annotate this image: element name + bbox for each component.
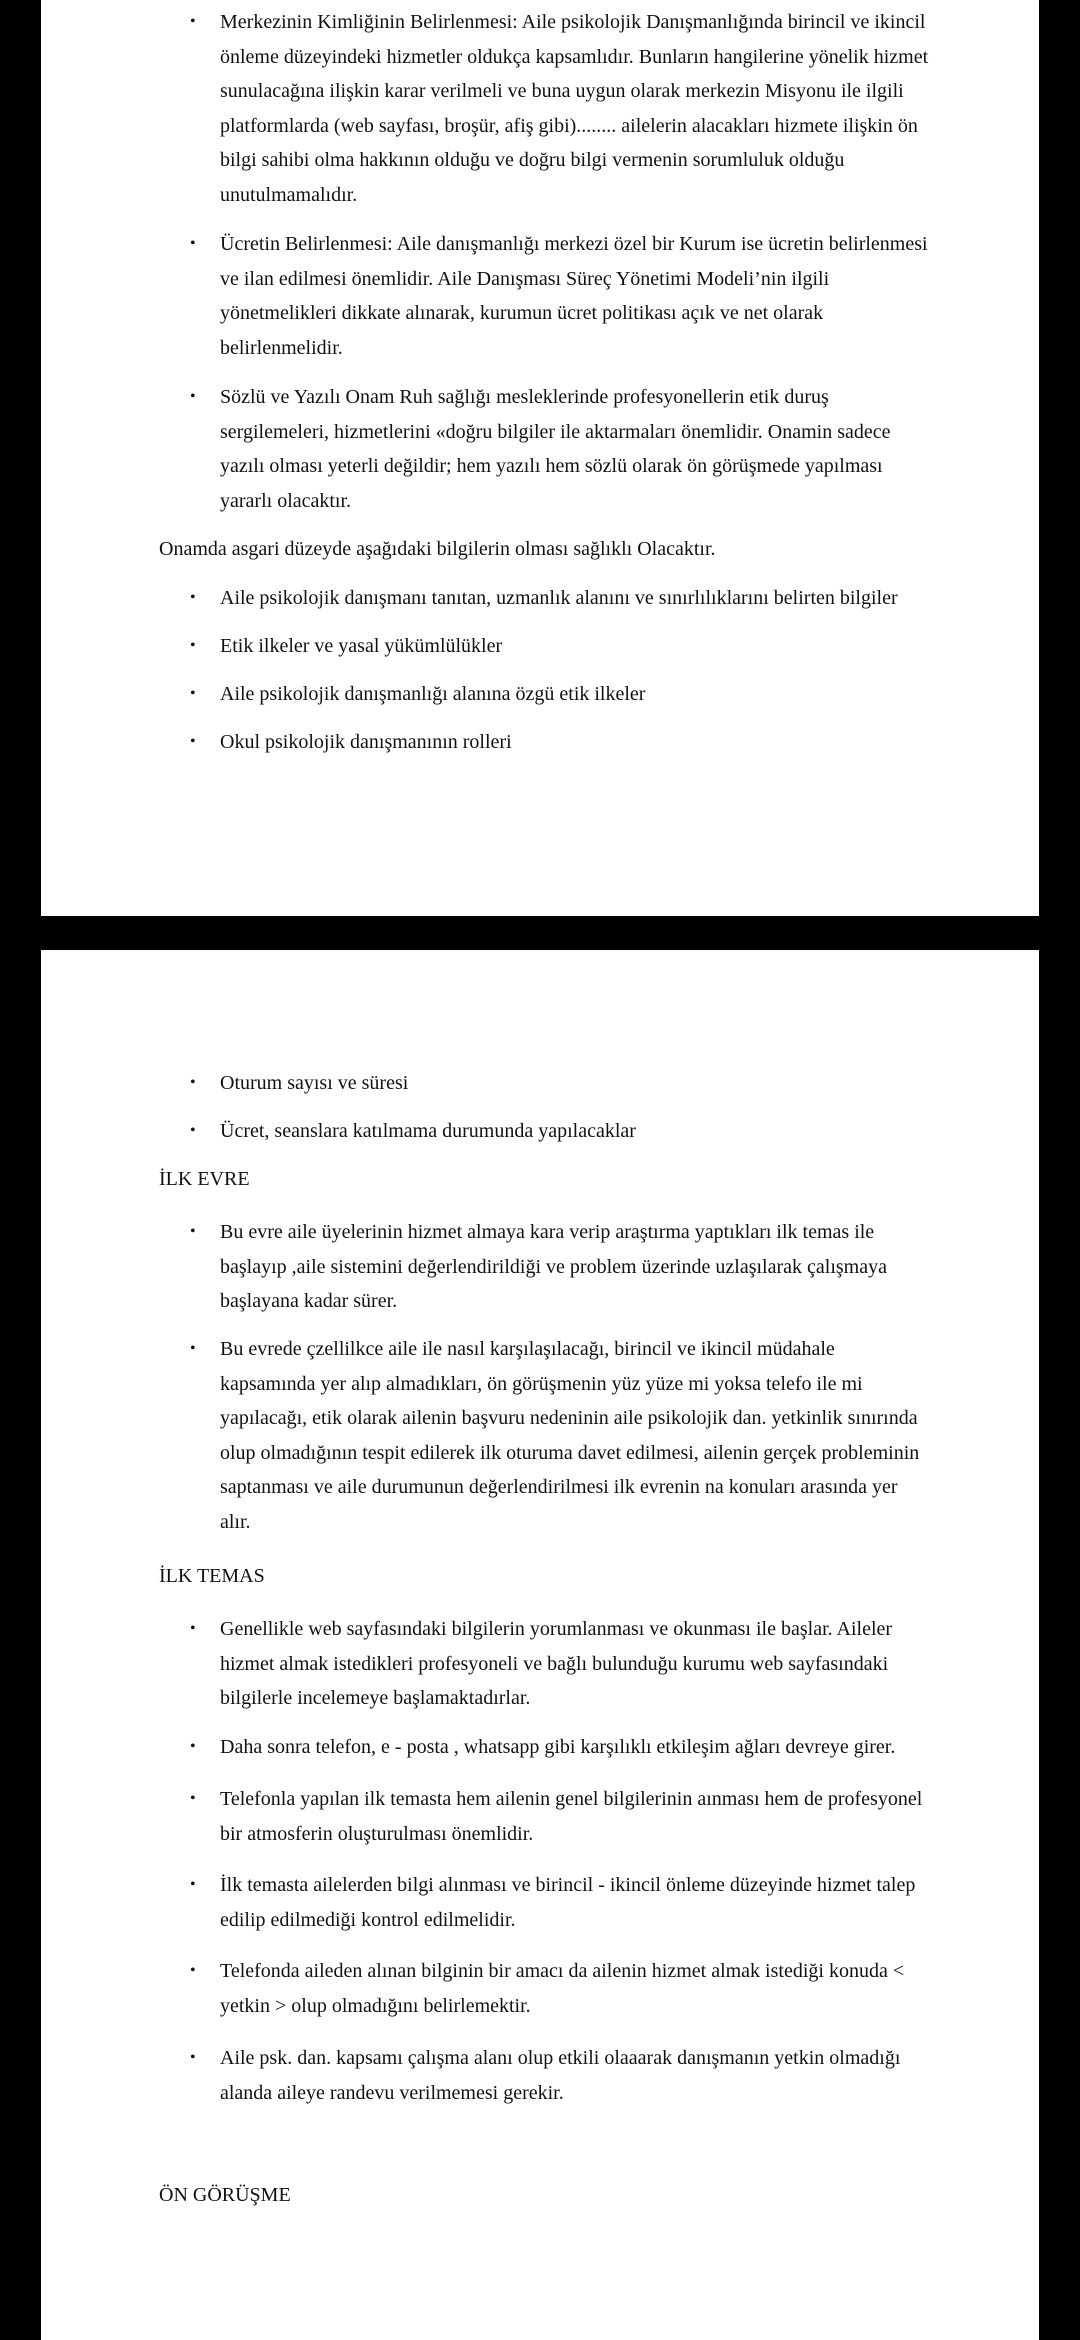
bullet-icon: • xyxy=(190,733,196,750)
list-item xyxy=(41,581,1039,616)
bullet-icon: • xyxy=(190,2049,196,2066)
list-item xyxy=(41,1612,1039,1716)
list-item xyxy=(41,1114,1039,1149)
list-item xyxy=(41,629,1039,664)
heading-ilk-evre: İLK EVRE xyxy=(159,1168,250,1190)
list-item-text: Merkezinin Kimliğinin Belirlenmesi: Aile psikolojik Danışmanlığında birincil ve ikincil önleme düzeyindeki hizmetler oldukça kapsamlıdır. Bunların hangilerine yönelik hizmet sunulacağına ilişkin karar verilmeli ve buna uygun olarak merkezin Misyonu ile ilgili platformlarda (web sayfası, broşür, afiş gibi)........ ailelerin alacakları hizmete ilişkin ön bilgi sahibi olma hakkının olduğu ve doğru bilgi vermenin sorumluluk olduğu unutulmamalıdır. xyxy=(220,11,929,206)
list-item xyxy=(41,5,1039,212)
bullet-icon: • xyxy=(190,13,196,30)
bullet-icon: • xyxy=(190,1223,196,1240)
bullet-icon: • xyxy=(190,1340,196,1357)
bullet-icon: • xyxy=(190,637,196,654)
bullet-list-page1-a xyxy=(41,5,1039,212)
bullet-list-ilk-temas-5 xyxy=(41,1954,1039,2023)
list-item xyxy=(41,725,1039,760)
list-item-text: Oturum sayısı ve süresi xyxy=(220,1072,409,1094)
list-item xyxy=(41,1782,1039,1851)
list-item-text: İlk temasta ailelerden bilgi alınması ve birincil - ikincil önleme düzeyinde hizmet talep edilip edilmediği kontrol edilmelidir. xyxy=(220,1874,916,1931)
bullet-icon: • xyxy=(190,1074,196,1091)
intro-paragraph: Onamda asgari düzeyde aşağıdaki bilgilerin olması sağlıklı Olacaktır. xyxy=(159,538,716,560)
bullet-list-page2-a xyxy=(41,1066,1039,1101)
bullet-list-ilk-temas-4 xyxy=(41,1868,1039,1937)
list-item xyxy=(41,1066,1039,1101)
bullet-icon: • xyxy=(190,685,196,702)
heading-on-gorusme: ÖN GÖRÜŞME xyxy=(159,2184,291,2206)
list-item xyxy=(41,1868,1039,1937)
bullet-icon: • xyxy=(190,1962,196,1979)
document-page-2 xyxy=(41,950,1039,2340)
list-item-text: Aile psikolojik danışmanı tanıtan, uzmanlık alanını ve sınırlılıklarını belirten bilgiler xyxy=(220,587,898,609)
list-item-text: Okul psikolojik danışmanının rolleri xyxy=(220,731,512,753)
list-item-text: Telefonla yapılan ilk temasta hem ailenin genel bilgilerinin aınması hem de profesyonel bir atmosferin oluşturulması önemlidir. xyxy=(220,1788,923,1845)
bullet-list-ilk-temas-3 xyxy=(41,1782,1039,1851)
list-item xyxy=(41,227,1039,365)
list-item xyxy=(41,380,1039,518)
bullet-icon: • xyxy=(190,1876,196,1893)
list-item-text: Genellikle web sayfasındaki bilgilerin yorumlanması ve okunması ile başlar. Aileler hizmet almak istedikleri profesyoneli ve bağlı bulunduğu kurumu web sayfasındaki bilgilerle incelemeye başlamaktadırlar. xyxy=(220,1618,893,1709)
bullet-list-page1-g xyxy=(41,725,1039,760)
bullet-icon: • xyxy=(190,1620,196,1637)
bullet-icon: • xyxy=(190,235,196,252)
bullet-list-page1-b xyxy=(41,227,1039,365)
list-item-text: Bu evre aile üyelerinin hizmet almaya kara verip araştırma yaptıkları ilk temas ile başlayıp ,aile sistemini değerlendirildiği ve problem üzerinde uzlaşılarak çalışmaya başlayana kadar sürer. xyxy=(220,1221,887,1312)
bullet-list-page1-c xyxy=(41,380,1039,518)
list-item-text: Telefonda aileden alınan bilginin bir amacı da ailenin hizmet almak istediği konuda < yetkin > olup olmadığını belirlemektir. xyxy=(220,1960,905,2017)
bullet-list-page1-d xyxy=(41,581,1039,616)
list-item xyxy=(41,1954,1039,2023)
document-page-1 xyxy=(41,0,1039,916)
bullet-icon: • xyxy=(190,1122,196,1139)
bullet-list-ilk-temas-6 xyxy=(41,2041,1039,2110)
bullet-list-ilk-evre-2 xyxy=(41,1332,1039,1539)
bullet-icon: • xyxy=(190,388,196,405)
list-item-text: Sözlü ve Yazılı Onam Ruh sağlığı mesleklerinde profesyonellerin etik duruş sergilemeleri, hizmetlerini «doğru bilgiler ile aktarmaları önemlidir. Onamin sadece yazılı olması yeterli değildir; hem yazılı hem sözlü olarak ön görüşmede yapılması yararlı olacaktır. xyxy=(220,386,891,512)
bullet-icon: • xyxy=(190,589,196,606)
bullet-icon: • xyxy=(190,1790,196,1807)
bullet-list-ilk-temas-1 xyxy=(41,1612,1039,1716)
list-item-text: Aile psikolojik danışmanlığı alanına özgü etik ilkeler xyxy=(220,683,646,705)
list-item-text: Aile psk. dan. kapsamı çalışma alanı olup etkili olaaarak danışmanın yetkin olmadığı alanda aileye randevu verilmemesi gerekir. xyxy=(220,2047,901,2104)
bullet-list-ilk-temas-2 xyxy=(41,1730,1039,1765)
list-item-text: Etik ilkeler ve yasal yükümlülükler xyxy=(220,635,503,657)
list-item xyxy=(41,1215,1039,1319)
list-item xyxy=(41,2041,1039,2110)
bullet-list-page1-f xyxy=(41,677,1039,712)
bullet-list-ilk-evre-1 xyxy=(41,1215,1039,1319)
list-item-text: Daha sonra telefon, e - posta , whatsapp gibi karşılıklı etkileşim ağları devreye girer. xyxy=(220,1736,896,1758)
list-item xyxy=(41,677,1039,712)
bullet-list-page2-b xyxy=(41,1114,1039,1149)
list-item-text: Ücret, seanslara katılmama durumunda yapılacaklar xyxy=(220,1120,636,1142)
bullet-icon: • xyxy=(190,1738,196,1755)
list-item xyxy=(41,1730,1039,1765)
list-item xyxy=(41,1332,1039,1539)
list-item-text: Bu evrede çzellilkce aile ile nasıl karşılaşılacağı, birincil ve ikincil müdahale kapsamında yer alıp almadıkları, ön görüşmenin yüz yüze mi yoksa telefo ile mi yapılacağı, etik olarak ailenin başvuru nedeninin aile psikolojik dan. yetkinlik sınırında olup olmadığının tespit edilerek ilk oturuma davet edilmesi, ailenin gerçek probleminin saptanması ve aile durumunun değerlendirilmesi ilk evrenin na konuları arasında yer alır. xyxy=(220,1338,920,1533)
bullet-list-page1-e xyxy=(41,629,1039,664)
list-item-text: Ücretin Belirlenmesi: Aile danışmanlığı merkezi özel bir Kurum ise ücretin belirlenmesi ve ilan edilmesi önemlidir. Aile Danışması Süreç Yönetimi Modeli’nin ilgili yönetmelikleri dikkate alınarak, kurumun ücret politikası açık ve net olarak belirlenmelidir. xyxy=(220,233,928,359)
heading-ilk-temas: İLK TEMAS xyxy=(159,1565,265,1587)
